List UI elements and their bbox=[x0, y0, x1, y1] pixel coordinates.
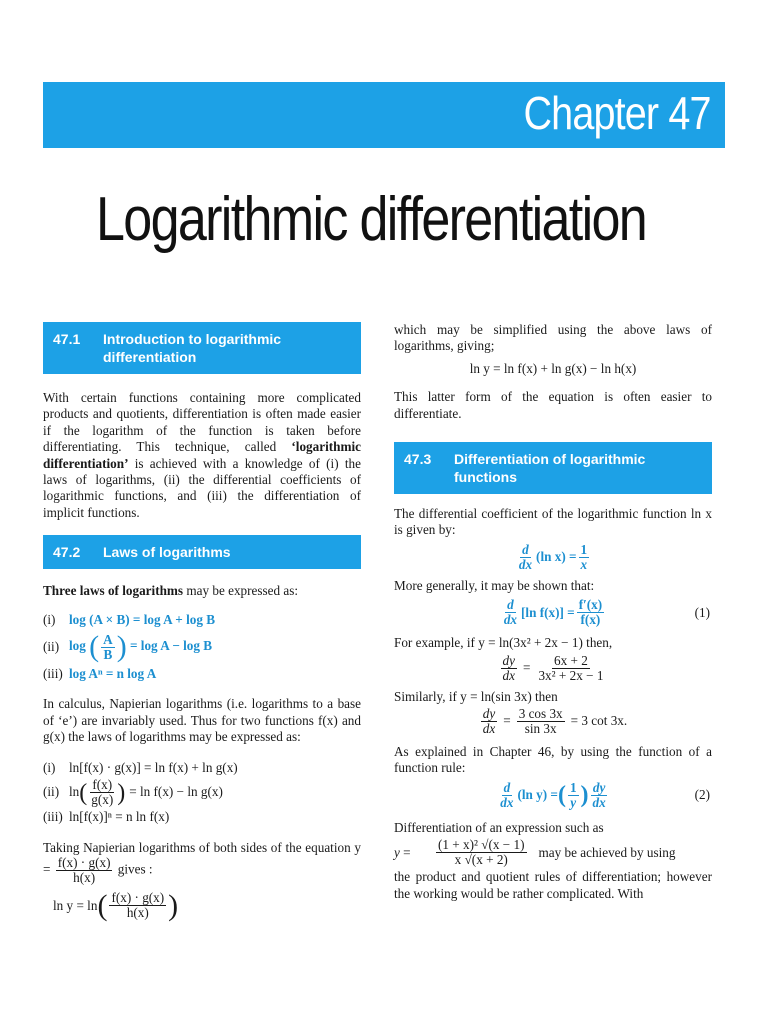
dlnx-equation: $\frac{d}{dx}$ (ln x) = $\frac{1}{x}$ bbox=[518, 541, 588, 572]
napierian-law-2: (ii) ln ( $\frac{f(x)}{g(x)}$ ) = ln f(x) − ln g(x) bbox=[43, 777, 223, 808]
left-column bbox=[43, 322, 361, 921]
diff-coeff-paragraph: The differential coefficient of the logarithmic function ln x is given by: bbox=[394, 506, 712, 538]
section-number: 47.1 bbox=[53, 331, 81, 347]
law-3: (iii) log Aⁿ = n log A bbox=[43, 666, 157, 682]
section-number: 47.3 bbox=[404, 451, 432, 468]
differentiation-paragraph: Differentiation of an expression such as bbox=[394, 819, 604, 835]
section-heading-47-2 bbox=[43, 535, 361, 569]
chapter-title: Logarithmic differentiation bbox=[96, 185, 647, 254]
product-rule-paragraph: the product and quotient rules of differentiation; however the working would be rather complicated. With bbox=[394, 869, 712, 901]
taking-logs-paragraph: Taking Napierian logarithms of both sides of the equation y = $\frac{f(x) \cdot g(x)}{h(x)}$ gives : bbox=[43, 839, 361, 885]
section-heading-47-1 bbox=[43, 322, 361, 374]
explained-paragraph: As explained in Chapter 46, by using the function of a function rule: bbox=[394, 744, 712, 776]
right-column bbox=[394, 322, 712, 902]
expression-line: y = $\frac{\text{(1 + x)² √(x − 1)}}{x √(x + 2)}$ may be achieved by using bbox=[394, 837, 676, 868]
similarly-paragraph: Similarly, if y = ln(sin 3x) then bbox=[394, 688, 558, 704]
simplified-paragraph: which may be simplified using the above laws of logarithms, giving; bbox=[394, 322, 712, 354]
laws-intro: Three laws of logarithms may be expressed as: bbox=[43, 583, 299, 599]
napierian-law-1: (i) ln[f(x) · g(x)] = ln f(x) + ln g(x) bbox=[43, 759, 238, 775]
intro-paragraph: With certain functions containing more complicated products and quotients, differentiation is often made easier if the logarithm of the function is taken before differentiating. This technique, called ‘logarithmic differentiation’ is achieved with a knowledge of (i) the laws of logarithms, (ii) the differential coefficients of logarithmic functions, and (iii) the differentiation of implicit functions. bbox=[43, 390, 361, 520]
law-1: (i) log (A × B) = log A + log B bbox=[43, 611, 216, 627]
similarly-equation: $\frac{dy}{dx}$ = $\frac{3 \cos 3x}{\sin 3x}$ = 3 cot 3x. bbox=[482, 706, 628, 737]
latter-paragraph: This latter form of the equation is often easier to differentiate. bbox=[394, 389, 712, 421]
law-2: (ii) log ( $\frac{A}{B}$ ) = log A − log B bbox=[43, 630, 213, 664]
example-equation: $\frac{dy}{dx}$ = $\frac{6x + 2}{\text{3x² + 2x − 1}}$ bbox=[502, 652, 604, 683]
generally-paragraph: More generally, it may be shown that: bbox=[394, 577, 595, 593]
chapter-number: Chapter 47 bbox=[523, 87, 711, 139]
section-title: Differentiation of logarithmic functions bbox=[454, 451, 646, 486]
section-number: 47.2 bbox=[53, 544, 81, 561]
chapter-banner bbox=[43, 82, 725, 148]
section-title: Laws of logarithms bbox=[103, 544, 231, 561]
simplified-equation: ln y = ln f(x) + ln g(x) − ln h(x) bbox=[469, 360, 637, 376]
function-rule-equation: $\frac{d}{dx}$ (ln y) = ( $\frac{1}{y}$ ) $\frac{dy}{dx}$ (2) bbox=[500, 779, 710, 810]
section-heading-47-3 bbox=[394, 442, 712, 494]
general-rule-equation: $\frac{d}{dx}$ [ln f(x)] = $\frac{f'(x)}{f(x)}$ (1) bbox=[503, 597, 710, 628]
calculus-paragraph: In calculus, Napierian logarithms (i.e. logarithms to a base of ‘e’) are invariably used. Thus for two functions f(x) and g(x) the laws of logarithms may be expressed as: bbox=[43, 696, 361, 745]
napierian-law-3: (iii) ln[f(x)]ⁿ = n ln f(x) bbox=[43, 809, 170, 825]
example-paragraph: For example, if y = ln(3x² + 2x − 1) then, bbox=[394, 635, 613, 651]
log-equation: ln y = ln ( $\frac{f(x) \cdot g(x)}{h(x)}$ ) bbox=[53, 888, 179, 922]
equation-number: (1) bbox=[694, 604, 710, 620]
equation-number: (2) bbox=[694, 787, 710, 803]
section-title: Introduction to logarithmic differentiation bbox=[103, 331, 282, 365]
